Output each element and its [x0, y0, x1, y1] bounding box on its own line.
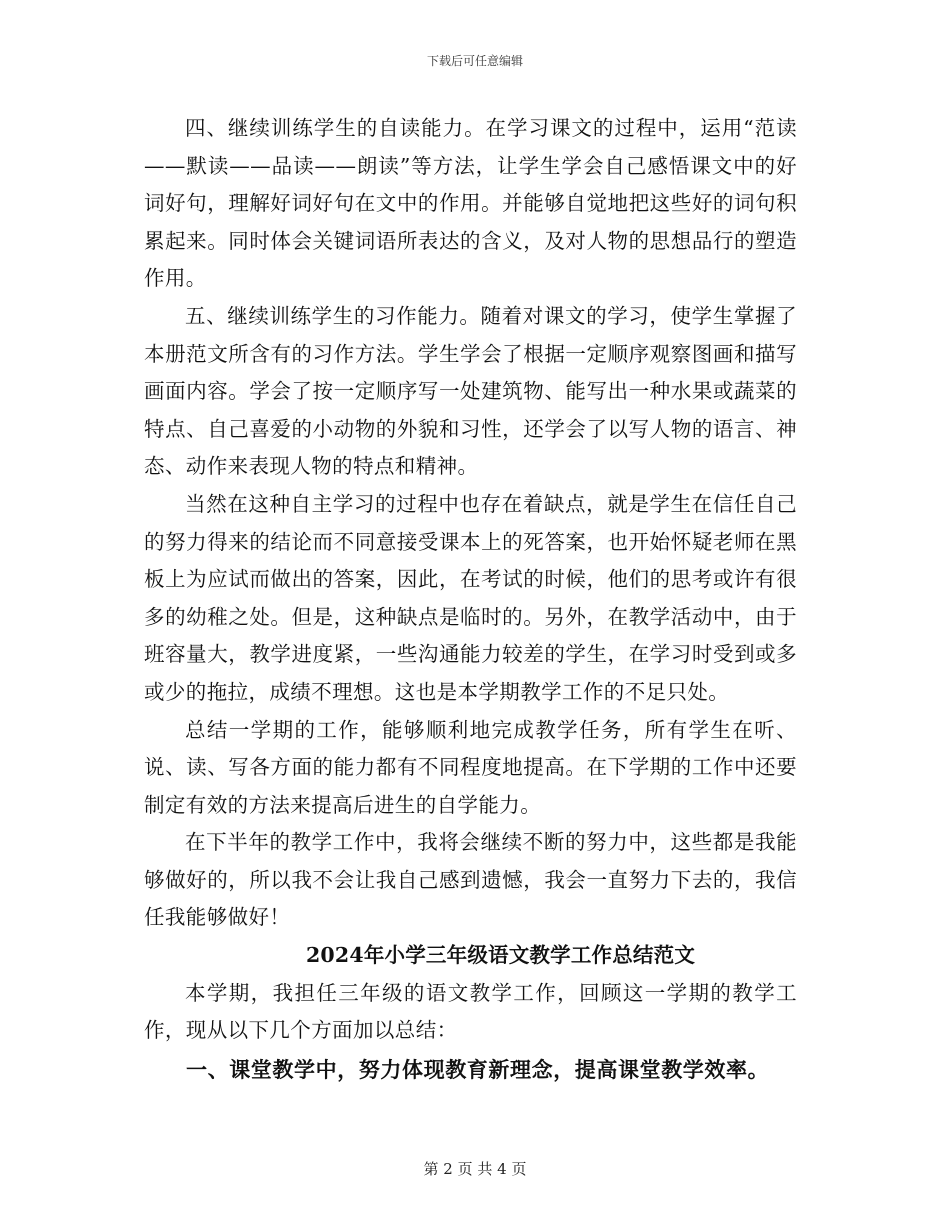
paragraph-intro: 本学期，我担任三年级的语文教学工作，回顾这一学期的教学工作，现从以下几个方面加以总结： — [144, 980, 797, 1043]
page-header: 下载后可任意编辑 — [426, 54, 523, 68]
paragraph-writing-ability: 五、继续训练学生的习作能力。随着对课文的学习，使学生掌握了本册范文所含有的习作方法。学生学会了根据一定顺序观察图画和描写画面内容。学会了按一定顺序写一处建筑物、能写出一种水果或蔬菜的特点、自己喜爱的小动物的外貌和习性，还学会了以写人物的语言、神态、动作来表现人物的特点和精神。 — [144, 303, 797, 479]
page-footer: 第 2 页 共 4 页 — [423, 1160, 527, 1178]
paragraph-outlook: 在下半年的教学工作中，我将会继续不断的努力中，这些都是我能够做好的，所以我不会让我自己感到遗憾，我会一直努力下去的，我信任我能够做好！ — [144, 830, 797, 930]
document-body — [144, 110, 797, 1090]
paragraph-summary: 总结一学期的工作，能够顺利地完成教学任务，所有学生在听、说、读、写各方面的能力都有不同程度地提高。在下学期的工作中还要制定有效的方法来提高后进生的自学能力。 — [144, 717, 797, 817]
section-title: 2024年小学三年级语文教学工作总结范文 — [305, 943, 696, 968]
paragraph-reading-ability: 四、继续训练学生的自读能力。在学习课文的过程中，运用“范读——默读——品读——朗读”等方法，让学生学会自己感悟课文中的好词好句，理解好词好句在文中的作用。并能够自觉地把这些好的词句积累起来。同时体会关键词语所表达的含义，及对人物的思想品行的塑造作用。 — [144, 116, 797, 291]
bold-heading: 一、课堂教学中，努力体现教育新理念，提高课堂教学效率。 — [186, 1056, 770, 1082]
paragraph-shortcomings: 当然在这种自主学习的过程中也存在着缺点，就是学生在信任自己的努力得来的结论而不同意接受课本上的死答案，也开始怀疑老师在黑板上为应试而做出的答案，因此，在考试的时候，他们的思考或许有很多的幼稚之处。但是，这种缺点是临时的。另外，在教学活动中，由于班容量大，教学进度紧，一些沟通能力较差的学生，在学习时受到或多或少的拖拉，成绩不理想。这也是本学期教学工作的不足只处。 — [144, 491, 797, 704]
